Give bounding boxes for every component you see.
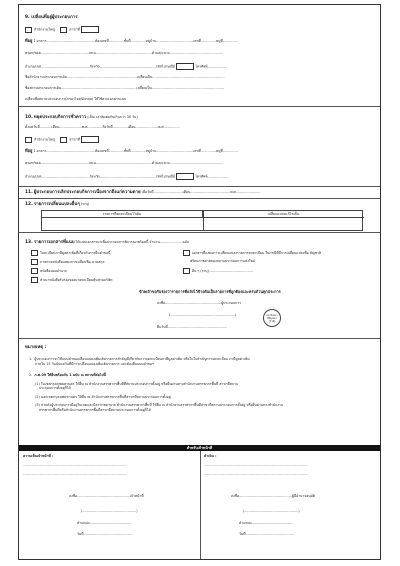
address-label: ที่อยู่ : [25,38,36,43]
section-12 [19,199,380,233]
submit-date-field[interactable]: ยื่นวันที่....................................................... [157,325,228,329]
changes-old-cell[interactable] [42,218,203,230]
suspension-dates[interactable]: ตั้งแต่วันที่...........เดือน.....................พ.ศ..............ถึงวันที่..............เดือน.....................พ.ศ............... [25,125,180,129]
note-2a-text: (1) ในเขตกรุงเทพมหานคร ให้ยื่น ณ สำนักงานสรรพากรพื้นที่ที่สถานประกอบการตั้งอยู่ หรือยื่นผ่านทางสำนักงานสรรพากรพื้นที่ สาขาที่สถาน [35,381,239,386]
officer-section-bar: สำหรับเจ้าหน้าที่ [19,445,380,451]
doc-6-checkbox[interactable] [183,268,190,274]
doc-1-checkbox[interactable] [31,250,38,256]
notes-section [19,339,380,443]
address-line-3[interactable]: อำเภอ/เขต.............................................จังหวัด....................................................รหัสไปรษณีย์ [25,64,175,69]
approval-title: ดำเนิน : [204,454,217,458]
note-2-number: 2. [29,373,33,377]
section-10-note: (เป็นเวลาติดต่อกันเกินกว่า 30 วัน) [87,115,138,119]
hq-label: สำนักงานใหญ่ [34,27,56,32]
approver-name-field[interactable]: (..................................................) [243,509,300,513]
officer-section [19,451,380,559]
approval-line-2[interactable]: ...................................................................................................................... [204,472,308,476]
branch-number-input-2[interactable] [81,136,99,143]
officer-name-field[interactable]: (..................................................) [81,509,138,513]
doc-5-checkbox[interactable] [31,268,38,274]
section-12-title: รายการเปลี่ยนแปลงอื่นๆ [33,202,80,207]
section-11 [19,187,380,199]
branch-label: สาขาที่ [69,27,80,32]
doc-1-label: ใบทะเบียนภาษีมูลค่าเพิ่มที่เกี่ยวกับการยื่นคำขอนี้ [40,251,111,255]
section-11-number: 11. [25,190,33,195]
changes-table [41,210,363,231]
death-date-field[interactable]: เมื่อวันที่...........................เดือน.....................................พ.ศ....................... [141,190,261,194]
doc-3-checkbox[interactable] [31,259,38,265]
company-seal-circle [263,309,281,327]
note-1-text-2: ภายใน 15 วันนับแต่วันที่มีการเปลี่ยนแปลงเพิ่มเติมรายการ และต้องยื่นแบบคำขอฯ [35,361,154,366]
vat-change-form-page [18,4,381,560]
certification-text: ข้าพเจ้าขอรับรองว่ารายการที่แจ้งไว้ข้างต้นเป็นรายการที่ถูกต้องและครบถ้วนทุกประการ [139,289,281,294]
section-9 [19,5,380,107]
phone-field[interactable]: โทรศัพท์.................. [195,64,227,69]
section-10-number: 10. [25,115,33,120]
seal-text-2: นิติบุคคล [267,316,277,320]
approver-signature-field[interactable]: ลงชื่อ.................................................ผู้มีอำนาจอนุมัติ [231,494,316,498]
postal-code-input-2[interactable] [176,173,194,180]
attachment-count-field[interactable]: ได้แนบเอกสารมาเพื่อประกอบการพิจารณาพร้อมนี้ จำนวน.....................ฉบับ [75,240,190,244]
address-line-2-2[interactable]: ตรอก/ซอย.............................................ถนน....................................................ตำบล/แขวง.................................................. [25,161,224,165]
doc-7-label: สำเนาหนังสือรับรองของนายทะเบียนหุ้นส่วนบริษัท [40,278,113,282]
section-13-title: รายการเอกสารที่แนบ [33,240,75,245]
note-1-text: ผู้ประกอบการจะใช้แบบคำขอเปลี่ยนแปลงเพิ่มเติมรายการสำคัญที่เกี่ยวกับการจดทะเบียนภาษีมูลค่าเพิ่ม หรือในใบสำคัญการจดทะเบียน ภาษีมูลค่าเพิ่ม [34,357,250,361]
col-old-header: รายการที่จดทะเบียนไว้เดิม [42,211,203,218]
doc-4-label: พร้อมภาพถ่ายของสถานประกอบการแห่งใหม่ [190,259,256,263]
note-2-text: ภ.พ.09 ให้ยื่นพร้อมกับ 1 ฉบับ ณ สถานที่ต่อไปนี้ [34,373,106,377]
section-10 [19,107,380,187]
branch-checkbox[interactable] [60,27,67,33]
address-line-1[interactable]: อาคาร.............................................ห้องเลขที่..............ชั้นที่..............หมู่บ้าน..................................เลขที่..............หมู่ที่.............. [36,39,238,43]
doc-5-label: หนังสือมอบอำนาจ [40,269,67,273]
branch-label-2: สาขาที่ [69,137,80,142]
address-label-2: ที่อยู่ : [25,148,36,153]
section-9-number: 9. [25,15,30,20]
hq-label-2: สำนักงานใหญ่ [34,137,56,142]
officer-opinion-title: ความเห็นเจ้าหน้าที่ : [23,454,54,458]
officer-opinion-line-1[interactable]: ...................................................................................................................... [23,463,127,467]
doc-3-label: ภาพถ่ายหนังสือแสดงการเปลี่ยนชื่อ-นามสกุล [40,260,105,264]
doc-6-field[interactable]: อื่น ๆ (ระบุ)......................................... [192,269,253,273]
hq-checkbox[interactable] [25,27,32,33]
address-line-3-2[interactable]: อำเภอ/เขต.............................................จังหวัด....................................................รหัสไปรษณีย์ [25,174,175,179]
approver-date-field[interactable]: วันที่............................................. [239,532,294,536]
branch-number-input[interactable] [81,26,99,33]
phone-field-2[interactable]: โทรศัพท์................... [195,174,229,179]
seal-text-3: (ถ้ามี) [268,319,276,323]
section-11-title: ผู้ประกอบการเลิกประกอบกิจการเนื่องจากถึงแก่ความตาย [33,190,141,195]
notes-title: หมายเหตุ : [25,345,47,350]
approver-position-field[interactable]: ตำแหน่ง....................................... [239,521,294,525]
section-13 [19,233,380,339]
seal-text-1: ประทับตรา [266,313,278,317]
section-12-number: 12. [25,202,33,207]
col-new-header: เปลี่ยนแปลงแก้ไขเป็น [203,211,364,218]
officer-divider [200,451,201,559]
address-line-2[interactable]: ตรอก/ซอย.............................................ถนน....................................................ตำบล/แขวง.................................................. [25,51,224,55]
changes-new-cell[interactable] [203,218,364,230]
section-9-title: เปลี่ยนที่อยู่ผู้ประกอบการ [31,15,78,20]
doc-7-checkbox[interactable] [31,277,38,283]
section-10-title: หยุดประกอบกิจการชั่วคราว [33,115,87,120]
approval-line-1[interactable]: ...................................................................................................................... [204,463,308,467]
postal-code-input[interactable] [176,63,194,70]
doc-2-checkbox[interactable] [183,250,190,256]
doc-2-label: เอกสารที่แสดงการเปลี่ยนแปลงรายการจดทะเบียน ในกรณีที่มีการเปลี่ยนแปลงชื่อ สัญชาติ [192,251,322,255]
officer-signature-field[interactable]: ลงชื่อ.................................................เจ้าหน้าที่ [69,494,144,498]
note-2b-text: (2) นอกเขตกรุงเทพมหานคร ให้ยื่น ณ สำนักงานสรรพากรพื้นที่สาขาที่สถานประกอบการตั้งอยู่ [35,394,171,399]
officer-date-field[interactable]: วันที่............................................. [77,532,132,536]
section-13-number: 13. [25,240,33,245]
name-change-note: เปลี่ยนชื่อสถานประกอบการ(ภาษาไทย/อังกฤษ) ให้ใช้ตามเอกสารแนบ [25,97,127,101]
business-name-change[interactable]: ชื่อสถานประกอบการเดิม......................................................................เปลี่ยนเป็น................................................................... [25,86,225,90]
note-2c-text-2: สรรพากรพื้นที่หรือสำนักงานสรรพากรพื้นที่สาขาที่สถานประกอบการตั้งอยู่ก็ได้ [39,407,151,412]
office-name-change[interactable]: ชื่อสำนักงานประกอบการเดิม.................................................................เปลี่ยนเป็น................................................................... [25,75,225,79]
note-2a-text-2: ประกอบการตั้งอยู่ก็ได้ [39,386,71,391]
hq-checkbox-2[interactable] [25,137,32,143]
officer-opinion-line-2[interactable]: ...................................................................................................................... [23,472,127,476]
applicant-signature-field[interactable]: ลงชื่อ....................................................ผู้ประกอบการ [157,301,241,305]
branch-checkbox-2[interactable] [60,137,67,143]
section-12-note: (ระบุ) [80,202,90,206]
applicant-name-field[interactable]: (............................................................) [169,313,237,317]
address-line-1-2[interactable]: อาคาร.............................................ห้องเลขที่..............ชั้นที่..............หมู่บ้าน..................................เลขที่..............หมู่ที่.............. [36,149,238,153]
note-2c-text: (3) ส่วนหัวผู้ประกอบการมีอยู่ในเขตและมีสาขาพยาบาล สำนักงานสรรพากรพื้นที่ ให้ยื่น ณ สำนักงานสรรพากรพื้นที่สาขาที่สถานประกอบการตั้งอยู่ หรือยื่นผ่านทางสำนักงาน [35,403,284,408]
note-1-number: 1. [29,357,33,361]
officer-position-field[interactable]: ตำแหน่ง....................................... [77,521,132,525]
